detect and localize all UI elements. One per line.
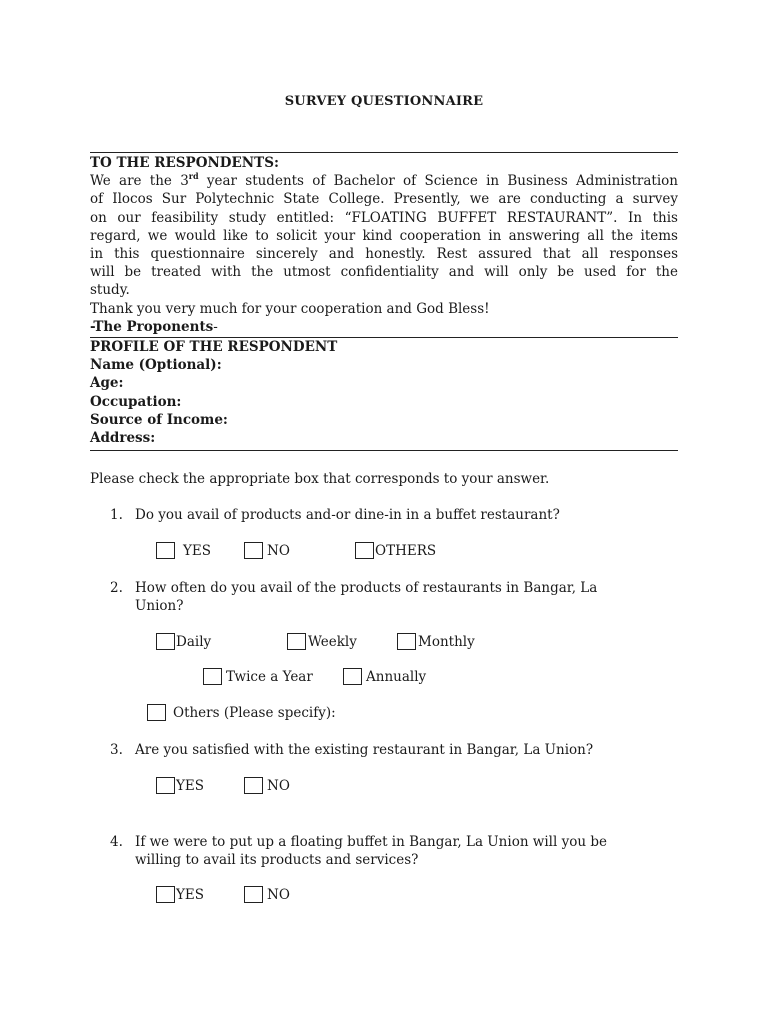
profile-field-name: Name (Optional): [90, 357, 222, 374]
question-text: How often do you avail of the products of restaurants in Bangar, La Union? [135, 580, 598, 614]
profile-field-income: Source of Income: [90, 411, 228, 428]
option-yes[interactable]: YES [156, 542, 211, 560]
instruction-text: Please check the appropriate box that corresponds to your answer. [90, 471, 550, 487]
checkbox[interactable] [287, 633, 306, 650]
option-no[interactable]: NO [244, 886, 290, 904]
question-text: If we were to put up a floating buffet in Bangar, La Union will you be willing to avail its products and services? [135, 834, 607, 868]
intro-section [90, 154, 678, 336]
profile-field-occupation: Occupation: [90, 393, 182, 410]
page-title: SURVEY QUESTIONNAIRE [284, 94, 484, 109]
checkbox[interactable] [397, 633, 416, 650]
profile-field-address: Address: [90, 430, 156, 447]
checkbox[interactable] [244, 777, 263, 794]
option-others[interactable]: Others (Please specify): [147, 704, 336, 722]
intro-line: We are the 3rd year students of Bachelor of Science in Business Administration [90, 171, 678, 190]
checkbox[interactable] [203, 668, 222, 685]
question-number: 4. [110, 834, 123, 850]
intro-signature: -The Proponents- [90, 318, 218, 335]
question-number: 2. [110, 580, 123, 596]
option-twice-a-year[interactable]: Twice a Year [203, 668, 313, 686]
option-daily[interactable]: Daily [156, 633, 211, 651]
option-no[interactable]: NO [244, 777, 290, 795]
checkbox[interactable] [244, 886, 263, 903]
question-number: 1. [110, 507, 123, 523]
intro-line: on our feasibility study entitled: “FLOATING BUFFET RESTAURANT”. In this [90, 209, 678, 226]
question-number: 3. [110, 742, 123, 758]
intro-thanks: Thank you very much for your cooperation and God Bless! [90, 300, 490, 317]
question-text: Are you satisfied with the existing restaurant in Bangar, La Union? [135, 742, 594, 758]
checkbox[interactable] [156, 633, 175, 650]
option-others[interactable]: OTHERS [355, 542, 436, 560]
option-annually[interactable]: Annually [343, 668, 426, 686]
intro-line: study. [90, 282, 130, 299]
question-text: Do you avail of products and-or dine-in in a buffet restaurant? [135, 507, 560, 523]
intro-line: in this questionnaire sincerely and honestly. Rest assured that all responses [90, 246, 678, 263]
profile-field-age: Age: [90, 375, 124, 392]
option-yes[interactable]: YES [156, 886, 204, 904]
checkbox[interactable] [244, 542, 263, 559]
divider [90, 152, 678, 153]
profile-heading: PROFILE OF THE RESPONDENT [90, 339, 338, 355]
checkbox[interactable] [343, 668, 362, 685]
option-monthly[interactable]: Monthly [397, 633, 475, 651]
intro-line: regard, we would like to solicit your kind cooperation in answering all the items [90, 227, 678, 244]
divider [90, 450, 678, 451]
checkbox[interactable] [147, 704, 166, 721]
checkbox[interactable] [156, 886, 175, 903]
checkbox[interactable] [156, 777, 175, 794]
profile-section [90, 338, 678, 447]
intro-heading: TO THE RESPONDENTS: [90, 155, 279, 171]
checkbox[interactable] [355, 542, 374, 559]
checkbox[interactable] [156, 542, 175, 559]
intro-line: will be treated with the utmost confidentiality and will only be used for the [90, 264, 678, 281]
intro-line: of Ilocos Sur Polytechnic State College. Presently, we are conducting a survey [90, 191, 678, 208]
option-yes[interactable]: YES [156, 777, 204, 795]
option-weekly[interactable]: Weekly [287, 633, 357, 651]
option-no[interactable]: NO [244, 542, 290, 560]
